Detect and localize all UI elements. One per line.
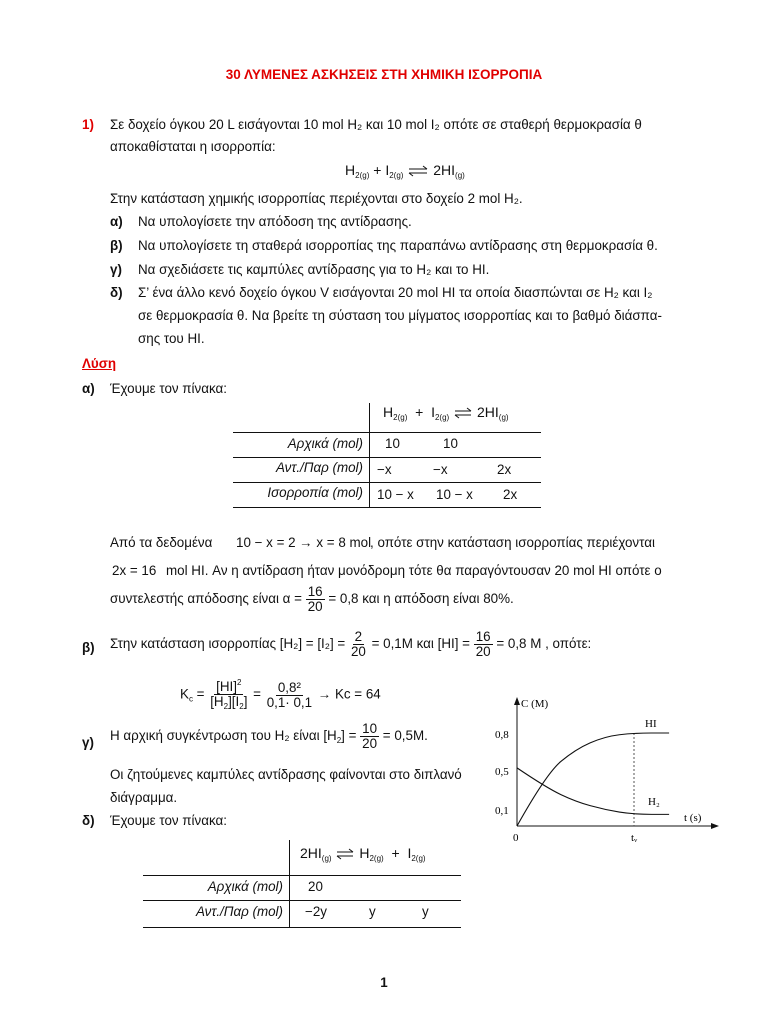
problem-number: 1) <box>82 117 94 132</box>
table1-cell: 2x <box>503 487 518 502</box>
curve-label-h2: H₂ <box>648 796 660 808</box>
kc-fraction-2 <box>265 681 314 710</box>
table1-rule <box>233 482 541 483</box>
item-text-a: Να υπολογίσετε την απόδοση της αντίδρασης. <box>138 214 412 229</box>
c-text-post: = 0,5M. <box>382 728 428 744</box>
table1-rule <box>233 432 541 433</box>
kc-fraction-1: $\frac{[HI]^2}{[H_2][I_2]}$ <box>210 678 248 711</box>
problem-line-3: Στην κατάσταση χημικής ισορροπίας περιέχονται στο δοχείο 2 mol H₂. <box>110 191 523 206</box>
table1-header: $H_{2(g)} + I_{2(g)}$ $2HI_{(g)}$ <box>383 404 509 422</box>
equation-product: 2HI <box>433 162 456 178</box>
item-label-b: β) <box>110 238 123 253</box>
equilibrium-arrow-icon <box>335 848 355 860</box>
item-text-b: Να υπολογίσετε τη σταθερά ισορροπίας της παραπάνω αντίδρασης στη θερμοκρασία θ. <box>138 238 658 253</box>
y-tick-label: 0,8 <box>495 729 509 741</box>
table2-rule <box>143 927 461 928</box>
table1-cell: 10 − x <box>377 487 414 502</box>
fraction-denominator: 20 <box>350 644 366 659</box>
fraction-numerator: 2 <box>354 629 363 644</box>
b-text-pre: Στην κατάσταση ισορροπίας [H₂] = [I₂] = <box>110 636 346 652</box>
item-label-a: α) <box>110 214 123 229</box>
y-axis-label: C (M) <box>521 698 549 710</box>
concentration-fraction-h2 <box>349 630 368 659</box>
yield-text-pre: συντελεστής απόδοσης είναι α = <box>110 591 302 607</box>
table1-cell: −x <box>377 462 392 477</box>
y-tick-label: 0,1 <box>495 805 509 817</box>
table1-cell: 10 <box>443 436 458 451</box>
fraction-numerator: 16 <box>475 629 491 644</box>
table2-cell: 20 <box>308 879 323 894</box>
table1-cell: 2x <box>497 462 512 477</box>
item-text-d-line-2: σε θερμοκρασία θ. Να βρείτε τη σύσταση του μίγματος ισορροπίας και το βαθμό διάσπα- <box>138 308 662 323</box>
table1-cell: −x <box>433 462 448 477</box>
table2-cell: −2y <box>305 904 327 919</box>
kc-result: → Kc = 64 <box>317 686 381 702</box>
concentration-time-graph <box>487 693 727 853</box>
solution-label-a: α) <box>82 381 95 396</box>
table1-cell: 10 − x <box>436 487 473 502</box>
yield-fraction <box>306 585 325 614</box>
solution-c-line-3: διάγραμμα. <box>110 790 178 805</box>
table2-rule <box>143 900 461 901</box>
solution-label-c: γ) <box>82 735 94 750</box>
table2-vertical-rule <box>289 840 290 928</box>
fraction-numerator: 16 <box>307 584 323 599</box>
solution-text-a: Έχουμε τον πίνακα: <box>110 381 227 396</box>
item-text-d-line-3: σης του HI. <box>138 331 205 346</box>
solution-c-line: Η αρχική συγκέντρωση του H₂ είναι $[H_2]$ = $\frac{10}{20}$ = 0,5M. <box>110 721 428 751</box>
fraction-denominator: 20 <box>362 736 378 751</box>
table2-header: $2HI_{(g)}$ $H_{2(g)} + I_{2(g)}$ <box>300 845 426 863</box>
solution-b-line <box>110 630 591 659</box>
item-label-c: γ) <box>110 262 122 277</box>
equilibrium-arrow-icon <box>453 407 473 419</box>
document-title: 30 ΛΥΜΕΝΕΣ ΑΣΚΗΣΕΙΣ ΣΤΗ ΧΗΜΙΚΗ ΙΣΟΡΡΟΠΙΑ <box>225 67 543 82</box>
x-tick-label: 0 <box>513 832 519 844</box>
curve-hi <box>517 733 669 826</box>
solution-heading: Λύση <box>82 356 117 371</box>
y-axis-arrow-icon <box>514 697 520 705</box>
problem-line-1: Σε δοχείο όγκου 20 L εισάγονται 10 mol H₂ και 10 mol I₂ οπότε σε σταθερή θερμοκρασία θ <box>110 117 642 132</box>
x-axis-label: t (s) <box>684 812 702 824</box>
fraction-numerator: 10 <box>362 721 378 736</box>
table1-rule <box>233 507 541 508</box>
b-text-post: = 0,8 M , οπότε: <box>496 636 592 652</box>
item-text-c: Να σχεδιάσετε τις καμπύλες αντίδρασης για το H₂ και το HI. <box>138 262 490 277</box>
solution-a-line-1-math: 10 − x = 2 → x = 8 mol <box>236 535 372 550</box>
fraction-denominator: 0,1· 0,1 <box>266 694 313 710</box>
table2-rule <box>143 875 461 876</box>
table1-row-label: Αρχικά (mol) <box>287 436 363 451</box>
fraction-denominator: 20 <box>307 599 323 614</box>
table2-row-label: Αντ./Παρ (mol) <box>195 904 283 919</box>
solution-label-d: δ) <box>82 813 95 828</box>
table1-rule <box>233 457 541 458</box>
item-label-d: δ) <box>110 285 123 300</box>
table1-row-label: Ισορροπία (mol) <box>267 485 363 500</box>
concentration-fraction-hi <box>474 630 493 659</box>
fraction-denominator: 20 <box>475 644 491 659</box>
table1-cell: 10 <box>385 436 400 451</box>
solution-a-line-2-math: 2x = 16 <box>112 563 157 578</box>
kc-formula: $K_c$ = $\frac{[HI]^2}{[H_2][I_2]}$ = $\frac{\text{0,8²}}{0,1\cdot 0,1}$ → Kc = 64 <box>180 676 381 714</box>
table2-cell: y <box>369 904 376 919</box>
solution-a-line-3 <box>110 585 514 614</box>
problem-line-2: αποκαθίσταται η ισορροπία: <box>110 139 276 154</box>
solution-a-line-1-post: , οπότε στην κατάσταση ισορροπίας περιέχονται <box>370 535 655 550</box>
table1-vertical-rule <box>369 403 370 507</box>
solution-a-line-1-pre: Από τα δεδομένα <box>110 535 213 550</box>
item-text-d: Σ’ ένα άλλο κενό δοχείο όγκου V εισάγονται 20 mol HI τα οποία διασπώνται σε H₂ και I₂ <box>138 285 653 300</box>
y-tick-label: 0,5 <box>495 766 509 778</box>
b-text-mid: = 0,1M και [HI] = <box>371 636 470 652</box>
curve-h2 <box>517 768 669 815</box>
table2-row-label: Αρχικά (mol) <box>207 879 283 894</box>
yield-text-post: = 0,8 και η απόδοση είναι 80%. <box>328 591 514 607</box>
solution-a-line-2-text: mol HI. Αν η αντίδραση ήταν μονόδρομη τότε θα παραγόντουσαν 20 mol HI οπότε ο <box>166 563 662 578</box>
reaction-equation: $H_{2(g)} + I_{2(g)}$ $2HI_{(g)}$ <box>345 162 465 180</box>
x-tick-label: tᵥ <box>631 832 638 844</box>
solution-text-d: Έχουμε τον πίνακα: <box>110 813 227 828</box>
x-axis-arrow-icon <box>711 823 719 829</box>
solution-c-line-2: Οι ζητούμενες καμπύλες αντίδρασης φαίνονται στο διπλανό <box>110 767 462 782</box>
c-text-pre: Η αρχική συγκέντρωση του H₂ είναι <box>110 728 320 744</box>
fraction-numerator: 0,8² <box>277 679 301 695</box>
equilibrium-arrow-icon <box>407 165 429 177</box>
table1-row-label: Αντ./Παρ (mol) <box>275 460 363 475</box>
curve-label-hi: HI <box>645 718 657 730</box>
initial-concentration-fraction <box>360 722 379 751</box>
page-number: 1 <box>380 975 388 990</box>
table2-cell: y <box>422 904 429 919</box>
solution-label-b: β) <box>82 640 95 655</box>
